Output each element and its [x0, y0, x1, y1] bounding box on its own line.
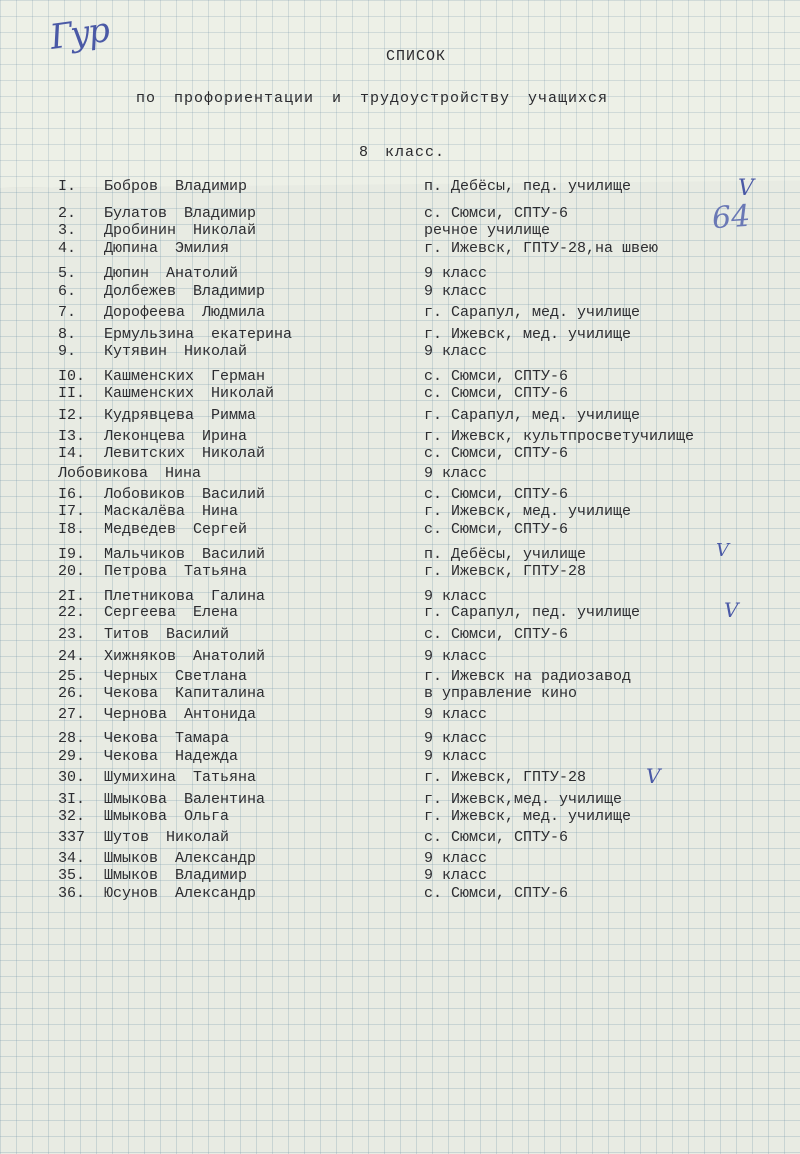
student-name: Мальчиков Василий	[104, 546, 266, 563]
student-name: Шмыков Владимир	[104, 867, 248, 884]
list-item	[0, 205, 800, 223]
student-name: Чернова Антонида	[104, 706, 257, 723]
list-item	[0, 808, 800, 826]
student-name: Шмыкова Валентина	[104, 791, 266, 808]
check-mark: V	[646, 764, 661, 788]
list-item	[0, 563, 800, 581]
list-item	[0, 748, 800, 766]
student-name: Дюпин Анатолий	[104, 265, 239, 282]
document-title: СПИСОК	[385, 48, 446, 65]
student-name: Петрова Татьяна	[104, 563, 248, 580]
list-item	[0, 304, 800, 322]
handwritten-note: Гур	[47, 10, 111, 58]
student-number: 35.	[58, 867, 86, 884]
student-number: 3.	[58, 222, 77, 239]
student-number: 337	[58, 829, 86, 846]
student-name: Хижняков Анатолий	[104, 648, 266, 665]
student-name: Дорофеева Людмила	[104, 304, 266, 321]
student-number: 34.	[58, 850, 86, 867]
student-name: Лобовикова Нина	[58, 465, 202, 482]
student-number: 7.	[58, 304, 77, 321]
student-name: Лобовиков Василий	[104, 486, 266, 503]
list-item	[0, 885, 800, 903]
student-name: Дробинин Николай	[104, 222, 257, 239]
student-name: Дюпина Эмилия	[104, 240, 230, 257]
student-number: 22.	[58, 604, 86, 621]
student-destination: с. Сюмси, СПТУ-6	[424, 486, 569, 503]
student-name: Кутявин Николай	[104, 343, 248, 360]
student-destination: г. Сарапул, мед. училище	[424, 407, 641, 424]
student-destination: г. Сарапул, мед. училище	[424, 304, 641, 321]
student-number: 27.	[58, 706, 86, 723]
list-item	[0, 730, 800, 748]
student-number: 36.	[58, 885, 86, 902]
student-name: Долбежев Владимир	[104, 283, 266, 300]
list-item	[0, 829, 800, 847]
student-destination: г. Ижевск, мед. училище	[424, 808, 632, 825]
student-destination: 9 класс	[424, 730, 488, 747]
list-item	[0, 368, 800, 386]
list-item	[0, 240, 800, 258]
student-name: Кашменских Герман	[104, 368, 266, 385]
student-number: 24.	[58, 648, 86, 665]
student-destination: в управление кино	[424, 685, 578, 702]
student-number: 9.	[58, 343, 77, 360]
student-destination: с. Сюмси, СПТУ-6	[424, 521, 569, 538]
student-number: 8.	[58, 326, 77, 343]
student-number: 4.	[58, 240, 77, 257]
list-item	[0, 343, 800, 361]
student-number: I7.	[58, 503, 86, 520]
student-destination: с. Сюмси, СПТУ-6	[424, 885, 569, 902]
list-item	[0, 648, 800, 666]
student-name: Кудрявцева Римма	[104, 407, 257, 424]
list-item	[0, 326, 800, 344]
student-number: 26.	[58, 685, 86, 702]
list-item	[0, 265, 800, 283]
student-name: Сергеева Елена	[104, 604, 239, 621]
list-item	[0, 178, 800, 196]
student-number: 28.	[58, 730, 86, 747]
student-destination: с. Сюмси, СПТУ-6	[424, 368, 569, 385]
student-number: I6.	[58, 486, 86, 503]
student-name: Черных Светлана	[104, 668, 248, 685]
student-name: Левитских Николай	[104, 445, 266, 462]
class-label: 8 класс.	[358, 144, 445, 161]
student-number: 3I.	[58, 791, 86, 808]
student-number: I8.	[58, 521, 86, 538]
list-item	[0, 407, 800, 425]
student-number: 32.	[58, 808, 86, 825]
student-number: 2.	[58, 205, 77, 222]
student-name: Леконцева Ирина	[104, 428, 248, 445]
student-name: Титов Василий	[104, 626, 230, 643]
student-name: Шутов Николай	[104, 829, 230, 846]
student-number: 23.	[58, 626, 86, 643]
check-mark: V	[716, 540, 729, 561]
student-destination: 9 класс	[424, 283, 488, 300]
student-destination: г. Ижевск, ГПТУ-28	[424, 769, 587, 786]
student-destination: г. Ижевск, мед. училище	[424, 503, 632, 520]
student-name: Шумихина Татьяна	[104, 769, 257, 786]
student-name: Маскалёва Нина	[104, 503, 239, 520]
list-item	[0, 850, 800, 868]
document-subtitle: по профориентации и трудоустройству учащихся	[135, 90, 609, 107]
check-mark: V	[738, 176, 754, 201]
student-destination: 9 класс	[424, 465, 488, 482]
list-item	[0, 465, 800, 483]
student-name: Плетникова Галина	[104, 588, 266, 605]
list-item	[0, 385, 800, 403]
student-destination: 9 класс	[424, 748, 488, 765]
student-name: Чекова Надежда	[104, 748, 239, 765]
list-item	[0, 626, 800, 644]
page-number: 64	[710, 198, 752, 237]
list-item	[0, 546, 800, 564]
student-destination: п. Дебёсы, училище	[424, 546, 587, 563]
student-destination: 9 класс	[424, 588, 488, 605]
student-number: 25.	[58, 668, 86, 685]
list-item	[0, 503, 800, 521]
student-destination: г. Ижевск, мед. училище	[424, 326, 632, 343]
student-number: I9.	[58, 546, 86, 563]
student-destination: п. Дебёсы, пед. училище	[424, 178, 632, 195]
list-item	[0, 222, 800, 240]
student-number: 6.	[58, 283, 77, 300]
student-number: I.	[58, 178, 77, 195]
list-item	[0, 706, 800, 724]
student-name: Кашменских Николай	[104, 385, 275, 402]
student-number: 29.	[58, 748, 86, 765]
student-destination: речное училище	[424, 222, 551, 239]
student-destination: с. Сюмси, СПТУ-6	[424, 205, 569, 222]
student-name: Шмыкова Ольга	[104, 808, 230, 825]
student-name: Чекова Тамара	[104, 730, 230, 747]
student-destination: с. Сюмси, СПТУ-6	[424, 626, 569, 643]
list-item	[0, 445, 800, 463]
student-number: 2I.	[58, 588, 86, 605]
student-destination: с. Сюмси, СПТУ-6	[424, 829, 569, 846]
list-item	[0, 769, 800, 787]
list-item	[0, 685, 800, 703]
list-item	[0, 283, 800, 301]
student-destination: г. Ижевск, ГПТУ-28,на швею	[424, 240, 659, 257]
student-destination: г. Ижевск, ГПТУ-28	[424, 563, 587, 580]
student-name: Шмыков Александр	[104, 850, 257, 867]
student-destination: с. Сюмси, СПТУ-6	[424, 385, 569, 402]
student-number: II.	[58, 385, 86, 402]
student-destination: 9 класс	[424, 706, 488, 723]
list-item	[0, 668, 800, 686]
list-item	[0, 521, 800, 539]
student-number: 30.	[58, 769, 86, 786]
student-name: Чекова Капиталина	[104, 685, 266, 702]
student-number: I2.	[58, 407, 86, 424]
student-destination: г. Ижевск, культпросветучилище	[424, 428, 695, 445]
student-destination: г. Ижевск на радиозавод	[424, 668, 632, 685]
student-name: Ермульзина екатерина	[104, 326, 293, 343]
student-destination: 9 класс	[424, 867, 488, 884]
list-item	[0, 791, 800, 809]
student-number: I3.	[58, 428, 86, 445]
student-name: Бобров Владимир	[104, 178, 248, 195]
list-item	[0, 486, 800, 504]
student-name: Медведев Сергей	[104, 521, 248, 538]
student-number: 5.	[58, 265, 77, 282]
student-destination: с. Сюмси, СПТУ-6	[424, 445, 569, 462]
list-item	[0, 428, 800, 446]
student-number: I4.	[58, 445, 86, 462]
student-destination: 9 класс	[424, 850, 488, 867]
check-mark: V	[724, 598, 739, 622]
student-number: 20.	[58, 563, 86, 580]
student-destination: г. Сарапул, пед. училище	[424, 604, 641, 621]
student-name: Булатов Владимир	[104, 205, 257, 222]
student-destination: 9 класс	[424, 343, 488, 360]
list-item	[0, 867, 800, 885]
student-name: Юсунов Александр	[104, 885, 257, 902]
student-destination: 9 класс	[424, 648, 488, 665]
student-destination: 9 класс	[424, 265, 488, 282]
list-item	[0, 604, 800, 622]
student-number: I0.	[58, 368, 86, 385]
student-destination: г. Ижевск,мед. училище	[424, 791, 623, 808]
